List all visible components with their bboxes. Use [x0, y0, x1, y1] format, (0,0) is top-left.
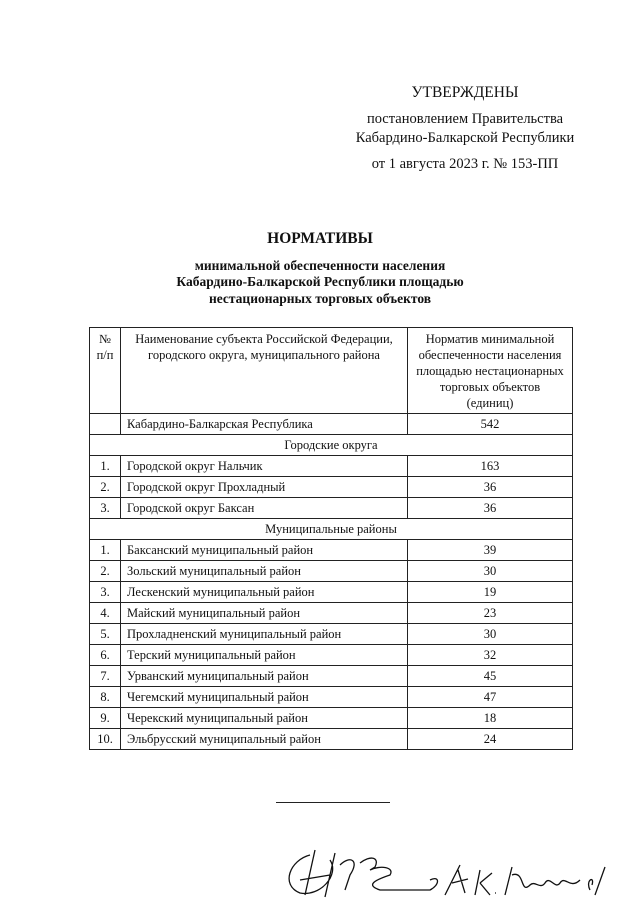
cell-num: 1. — [90, 456, 121, 477]
table-row — [90, 624, 573, 645]
cell-value: 18 — [408, 708, 573, 729]
header-unit: (единиц) — [466, 396, 514, 410]
cell-value: 36 — [408, 498, 573, 519]
section-districts: Муниципальные районы — [90, 519, 573, 540]
document-subtitle: нестационарных торговых объектов — [208, 291, 432, 306]
cell-name: Баксанский муниципальный район — [121, 540, 408, 561]
header-norm — [408, 328, 573, 414]
section-row — [90, 435, 573, 456]
cell-value: 24 — [408, 729, 573, 750]
signature — [280, 845, 620, 905]
cell-value: 163 — [408, 456, 573, 477]
cell-num: 2. — [90, 477, 121, 498]
table-row — [90, 477, 573, 498]
norms-table — [89, 327, 573, 750]
table-row — [90, 687, 573, 708]
cell-name: Майский муниципальный район — [121, 603, 408, 624]
cell-name: Городской округ Прохладный — [121, 477, 408, 498]
cell-num: 2. — [90, 561, 121, 582]
table-row — [90, 603, 573, 624]
cell-name: Кабардино-Балкарская Республика — [121, 414, 408, 435]
header-name: Наименование субъекта Российской Федерации, городского округа, муниципального района — [121, 328, 408, 414]
cell-name: Эльбрусский муниципальный район — [121, 729, 408, 750]
cell-num: 4. — [90, 603, 121, 624]
cell-num: 5. — [90, 624, 121, 645]
cell-num: 1. — [90, 540, 121, 561]
cell-name: Зольский муниципальный район — [121, 561, 408, 582]
approval-line: постановлением Правительства — [366, 111, 564, 127]
document-subtitle: минимальной обеспеченности населения — [194, 258, 446, 273]
approval-line: Кабардино-Балкарской Республики — [355, 130, 575, 146]
cell-value: 36 — [408, 477, 573, 498]
cell-num: 8. — [90, 687, 121, 708]
cell-num: 10. — [90, 729, 121, 750]
header-num: № п/п — [90, 328, 121, 414]
table-row — [90, 561, 573, 582]
table-row — [90, 582, 573, 603]
approval-title: УТВЕРЖДЕНЫ — [411, 84, 519, 101]
cell-value: 542 — [408, 414, 573, 435]
table-row — [90, 456, 573, 477]
table-row — [90, 498, 573, 519]
table-row — [90, 540, 573, 561]
cell-value: 32 — [408, 645, 573, 666]
cell-num: 9. — [90, 708, 121, 729]
cell-value: 30 — [408, 561, 573, 582]
table-header-row — [90, 328, 573, 414]
cell-num: 3. — [90, 498, 121, 519]
cell-name: Лескенский муниципальный район — [121, 582, 408, 603]
cell-name: Урванский муниципальный район — [121, 666, 408, 687]
cell-num: 7. — [90, 666, 121, 687]
cell-value: 45 — [408, 666, 573, 687]
cell-name: Прохладненский муниципальный район — [121, 624, 408, 645]
cell-value: 39 — [408, 540, 573, 561]
cell-name: Городской округ Баксан — [121, 498, 408, 519]
cell-name: Черекский муниципальный район — [121, 708, 408, 729]
section-urban: Городские округа — [90, 435, 573, 456]
section-row — [90, 519, 573, 540]
cell-name: Чегемский муниципальный район — [121, 687, 408, 708]
cell-name: Терский муниципальный район — [121, 645, 408, 666]
cell-value: 19 — [408, 582, 573, 603]
document-title: НОРМАТИВЫ — [267, 230, 373, 247]
table-row — [90, 708, 573, 729]
header-norm-text: Норматив минимальной обеспеченности населения площадью нестационарных торговых объектов — [416, 332, 564, 394]
cell-num: 3. — [90, 582, 121, 603]
table-row — [90, 645, 573, 666]
table-row — [90, 666, 573, 687]
cell-name: Городской округ Нальчик — [121, 456, 408, 477]
table-row — [90, 729, 573, 750]
separator-line — [276, 802, 390, 803]
cell-num — [90, 414, 121, 435]
cell-value: 30 — [408, 624, 573, 645]
cell-value: 23 — [408, 603, 573, 624]
cell-num: 6. — [90, 645, 121, 666]
approval-date: от 1 августа 2023 г. № 153-ПП — [371, 156, 559, 172]
cell-value: 47 — [408, 687, 573, 708]
table-row-total — [90, 414, 573, 435]
document-subtitle: Кабардино-Балкарской Республики площадью — [176, 274, 464, 289]
